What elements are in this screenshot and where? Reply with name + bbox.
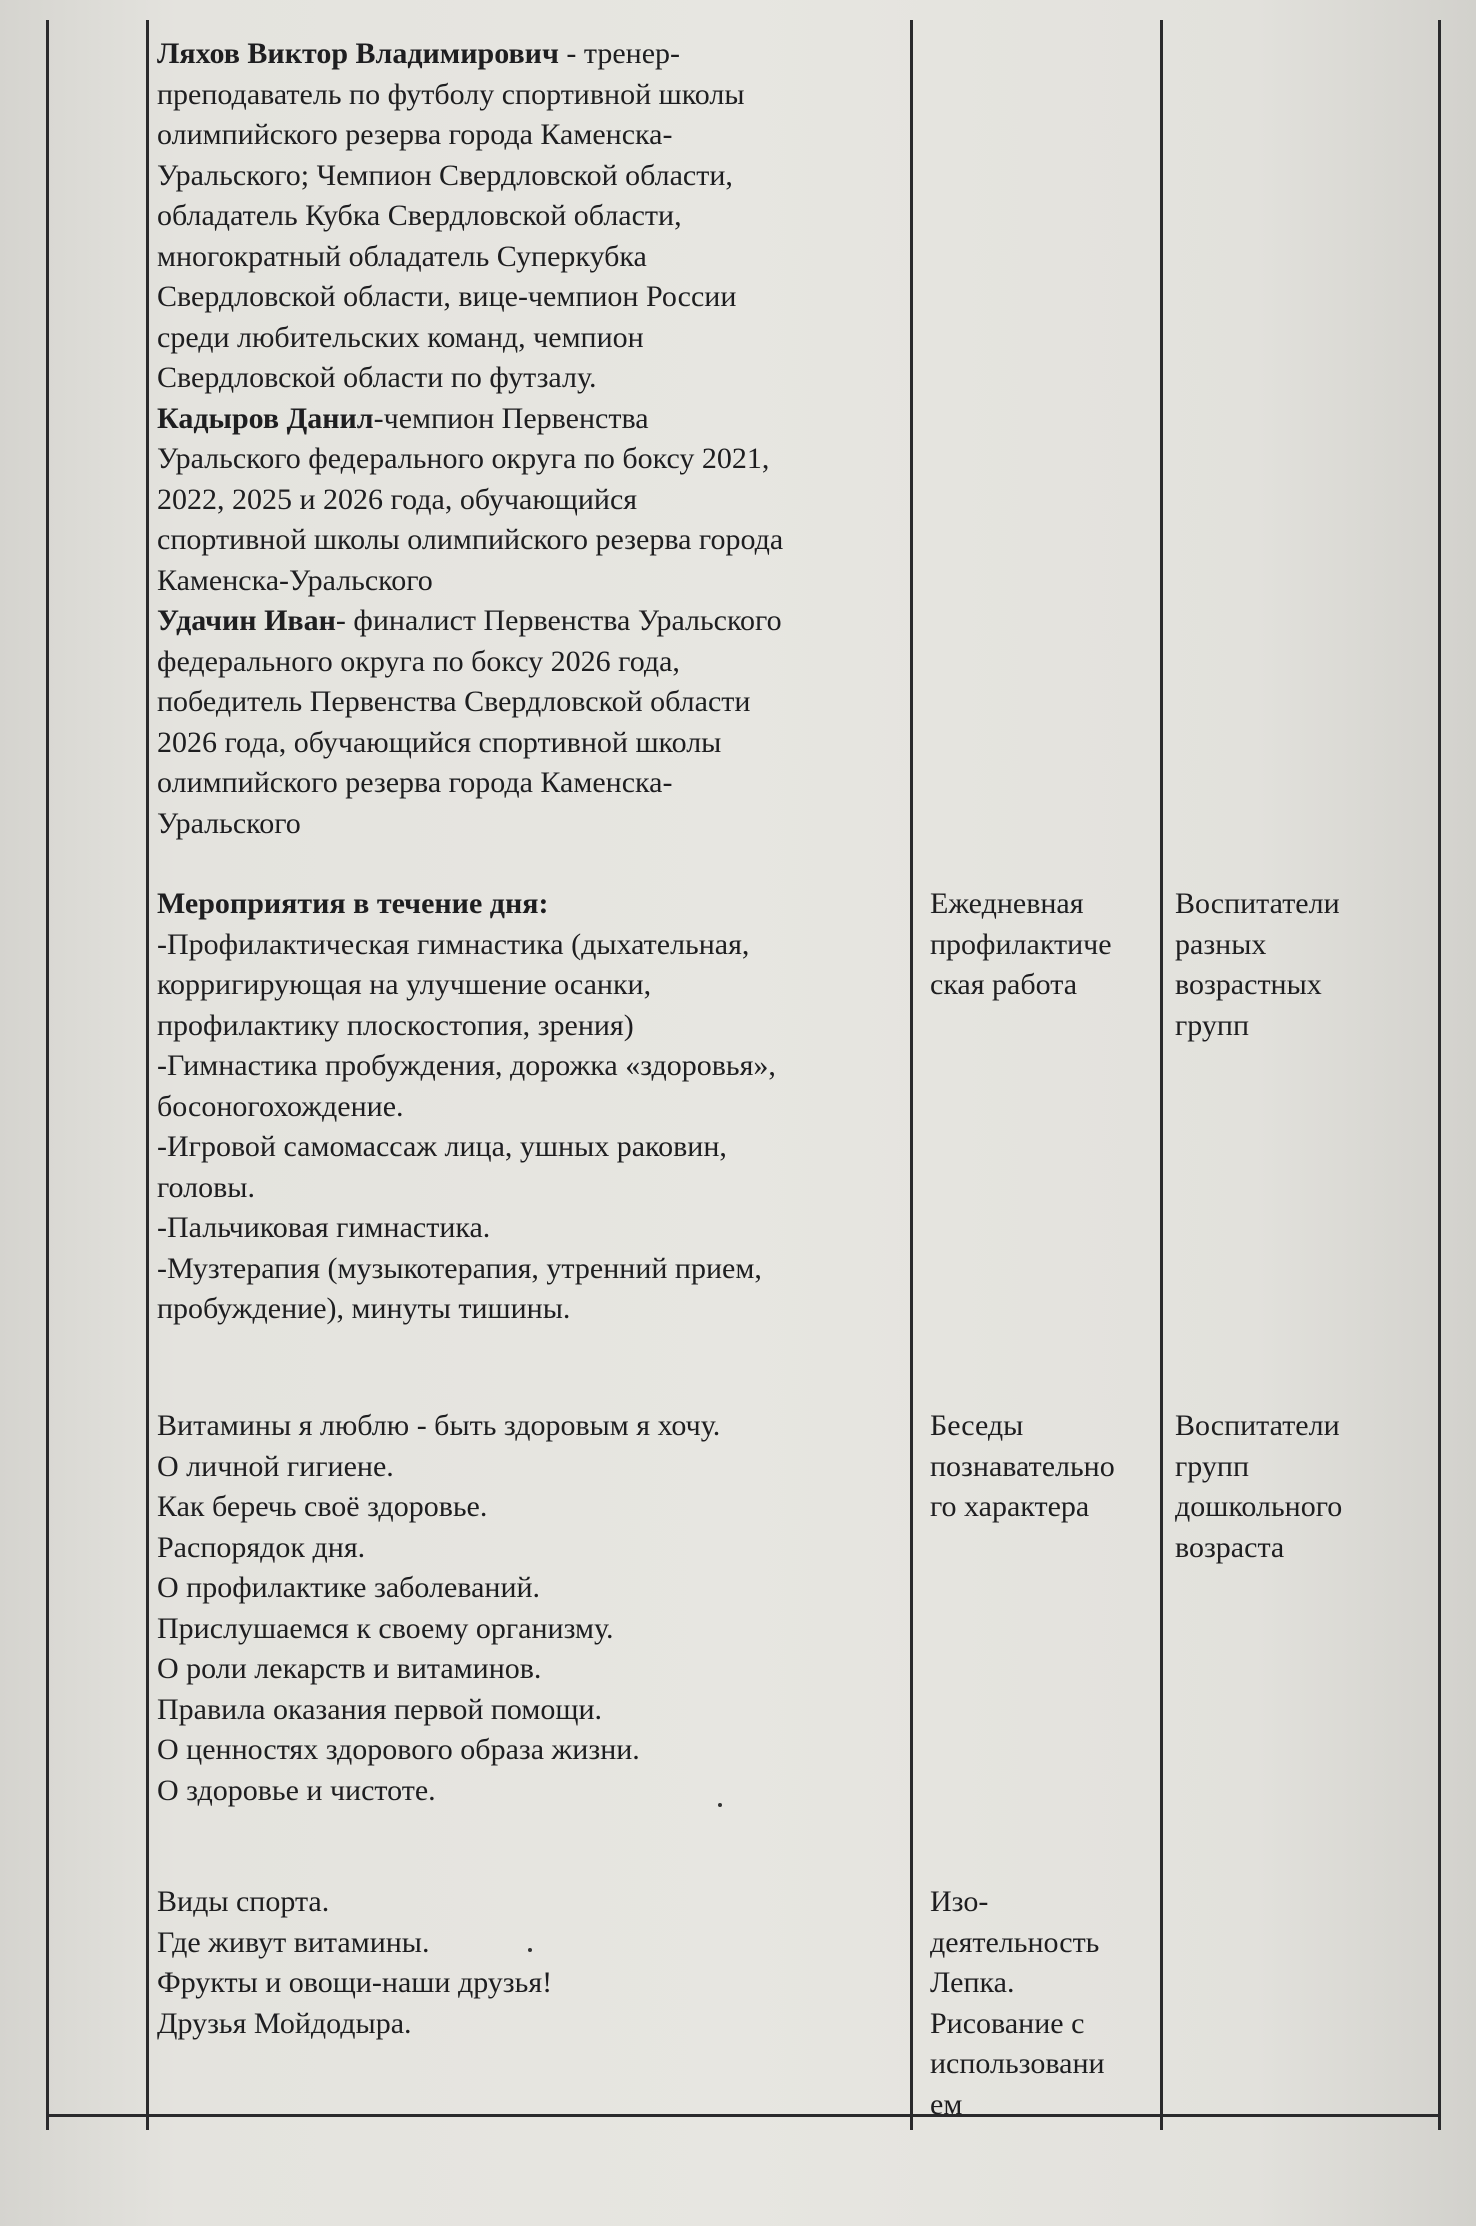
person-name: Удачин Иван	[157, 604, 336, 637]
daily-activities-responsible: Воспитатели разных возрастных групп	[1175, 887, 1340, 1042]
person-name: Кадыров Данил	[157, 401, 374, 435]
talks-responsible: Воспитатели групп дошкольного возраста	[1175, 1409, 1343, 1564]
table-border-right	[1438, 20, 1441, 2130]
talks-topics-list: Витамины я люблю - быть здоровым я хочу. О личной гигиене. Как беречь своё здоровье. Распорядок дня. О профилактике заболеваний. Прислушаемся к своему организму. О роли лекарств и витаминов. Правила оказания первой помощи. О ценностях здорового образа жизни. О здоровье и чистоте.	[157, 1409, 721, 1807]
stray-mark	[718, 1803, 722, 1807]
table-column-divider-2	[910, 20, 913, 2130]
person-entry: Удачин Иван- финалист Первенства Уральского федерального округа по боксу 2026 года, победитель Первенства Свердловской области 2026 года, обучающийся спортивной школы олимпийского резерва города Каменска- Уральского	[157, 604, 782, 840]
daily-activities-list: Мероприятия в течение дня: -Профилактическая гимнастика (дыхательная, корригирующая на улучшение осанки, профилактику плоскостопия, зрения) -Гимнастика пробуждения, дорожка «здоровья», босоногохождение. -Игровой самомассаж лица, ушных раковин, головы. -Пальчиковая гимнастика. -Музтерапия (музыкотерапия, утренний прием, пробуждение), минуты тишины.	[157, 887, 776, 1325]
person-entry: Кадыров Данил-чемпион Первенства Уральского федерального округа по боксу 2021, 2022, 2025 и 2026 года, обучающийся спортивной школы олимпийского резерва города Каменска-Уральского	[157, 401, 784, 597]
table-border-left	[46, 20, 49, 2130]
art-form: Изо- деятельность Лепка. Рисование с использовани ем	[930, 1885, 1105, 2121]
person-entry: Ляхов Виктор Владимирович - тренер- преподаватель по футболу спортивной школы олимпийского резерва города Каменска- Уральского; Чемпион Свердловской области, обладатель Кубка Свердловской области, многократный обладатель Суперкубка Свердловской области, вице-чемпион России среди любительских команд, чемпион Свердловской области по футзалу.	[157, 37, 745, 394]
table-column-divider-1	[146, 20, 149, 2130]
table-bottom-border	[46, 2114, 1438, 2117]
section-title: Мероприятия в течение дня:	[157, 887, 549, 920]
talks-form: Беседы познавательно го характера	[930, 1409, 1115, 1523]
person-name: Ляхов Виктор Владимирович	[157, 37, 559, 70]
table-column-divider-3	[1160, 20, 1163, 2130]
art-topics-list: Виды спорта. Где живут витамины. Фрукты и овощи-наши друзья! Друзья Мойдодыра.	[157, 1885, 553, 2040]
daily-activities-form: Ежедневная профилактиче ская работа	[930, 887, 1112, 1001]
people-block	[157, 34, 905, 844]
